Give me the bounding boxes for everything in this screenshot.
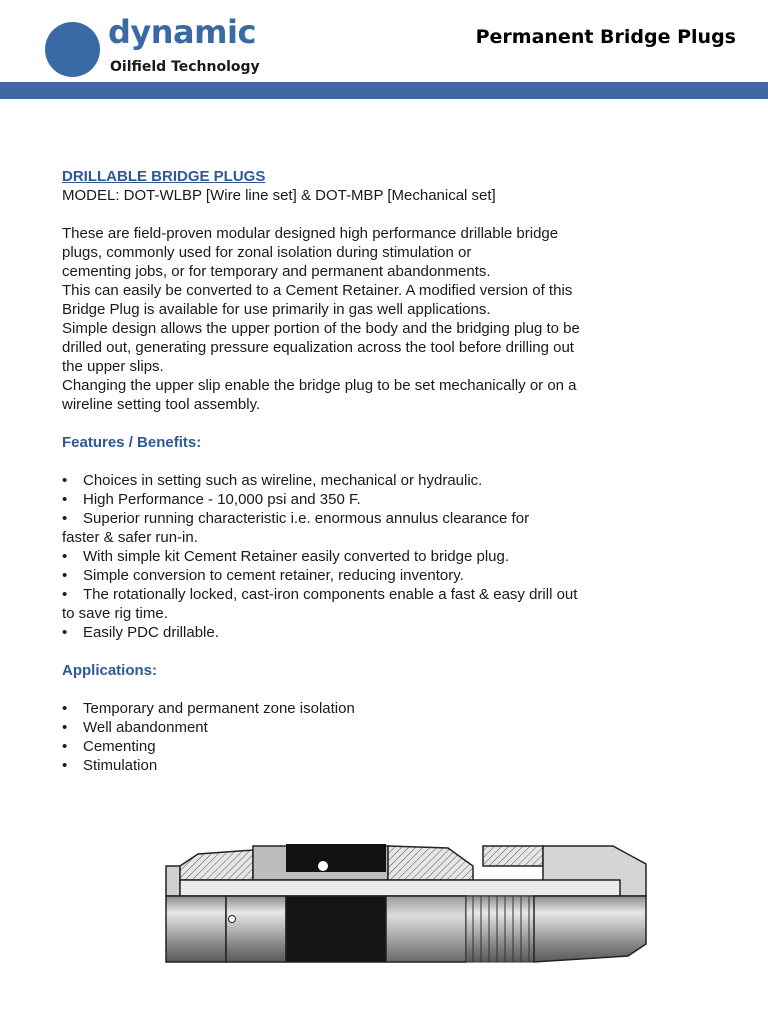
- description-line: Simple design allows the upper portion of the body and the bridging plug to be: [62, 320, 580, 337]
- feature-item: faster & safer run-in.: [62, 529, 198, 546]
- feature-item: • With simple kit Cement Retainer easily converted to bridge plug.: [62, 548, 510, 565]
- header-bar: [0, 82, 768, 99]
- bullet-icon: •: [62, 548, 68, 565]
- description-line: drilled out, generating pressure equalization across the tool before drilling out: [62, 339, 574, 356]
- section-heading: DRILLABLE BRIDGE PLUGS: [62, 168, 266, 185]
- feature-item: • Superior running characteristic i.e. enormous annulus clearance for: [62, 510, 530, 527]
- description-line: the upper slips.: [62, 358, 164, 375]
- features-list: [62, 471, 662, 642]
- bullet-icon: •: [62, 586, 68, 603]
- page-title: Permanent Bridge Plugs: [475, 26, 736, 48]
- bullet-icon: •: [62, 491, 68, 508]
- bridge-plug-drawing-icon: [158, 836, 652, 974]
- feature-item: • Easily PDC drillable.: [62, 624, 219, 641]
- feature-item: • Simple conversion to cement retainer, reducing inventory.: [62, 567, 464, 584]
- bullet-icon: •: [62, 624, 68, 641]
- bullet-icon: •: [62, 567, 68, 584]
- application-item: • Well abandonment: [62, 719, 208, 736]
- description-line: Bridge Plug is available for use primarily in gas well applications.: [62, 301, 491, 318]
- feature-item: • The rotationally locked, cast-iron components enable a fast & easy drill out: [62, 586, 578, 603]
- application-item: • Temporary and permanent zone isolation: [62, 700, 355, 717]
- bullet-icon: •: [62, 700, 68, 717]
- bullet-icon: •: [62, 510, 68, 527]
- feature-item: • High Performance - 10,000 psi and 350 F.: [62, 491, 361, 508]
- description-line: Changing the upper slip enable the bridge plug to be set mechanically or on a: [62, 377, 577, 394]
- description-line: These are field-proven modular designed high performance drillable bridge: [62, 225, 559, 242]
- features-heading: Features / Benefits:: [62, 434, 202, 451]
- description-line: plugs, commonly used for zonal isolation during stimulation or: [62, 244, 472, 261]
- bullet-icon: •: [62, 719, 68, 736]
- bullet-icon: •: [62, 738, 68, 755]
- applications-heading: Applications:: [62, 662, 158, 679]
- bullet-icon: •: [62, 472, 68, 489]
- application-item: • Stimulation: [62, 757, 158, 774]
- description: [62, 224, 662, 414]
- bullet-icon: •: [62, 757, 68, 774]
- logo-subtitle: Oilfield Technology: [110, 59, 260, 75]
- description-line: cementing jobs, or for temporary and permanent abandonments.: [62, 263, 491, 280]
- description-line: This can easily be converted to a Cement Retainer. A modified version of this: [62, 282, 573, 299]
- feature-item: • Choices in setting such as wireline, mechanical or hydraulic.: [62, 472, 483, 489]
- application-item: • Cementing: [62, 738, 156, 755]
- logo-circle-icon: [45, 22, 100, 77]
- model-line: MODEL: DOT-WLBP [Wire line set] & DOT-MBP [Mechanical set]: [62, 187, 496, 204]
- content: [62, 167, 662, 775]
- logo-name: dynamic: [108, 13, 256, 51]
- applications-list: [62, 699, 662, 775]
- feature-item: to save rig time.: [62, 605, 168, 622]
- description-line: wireline setting tool assembly.: [62, 396, 261, 413]
